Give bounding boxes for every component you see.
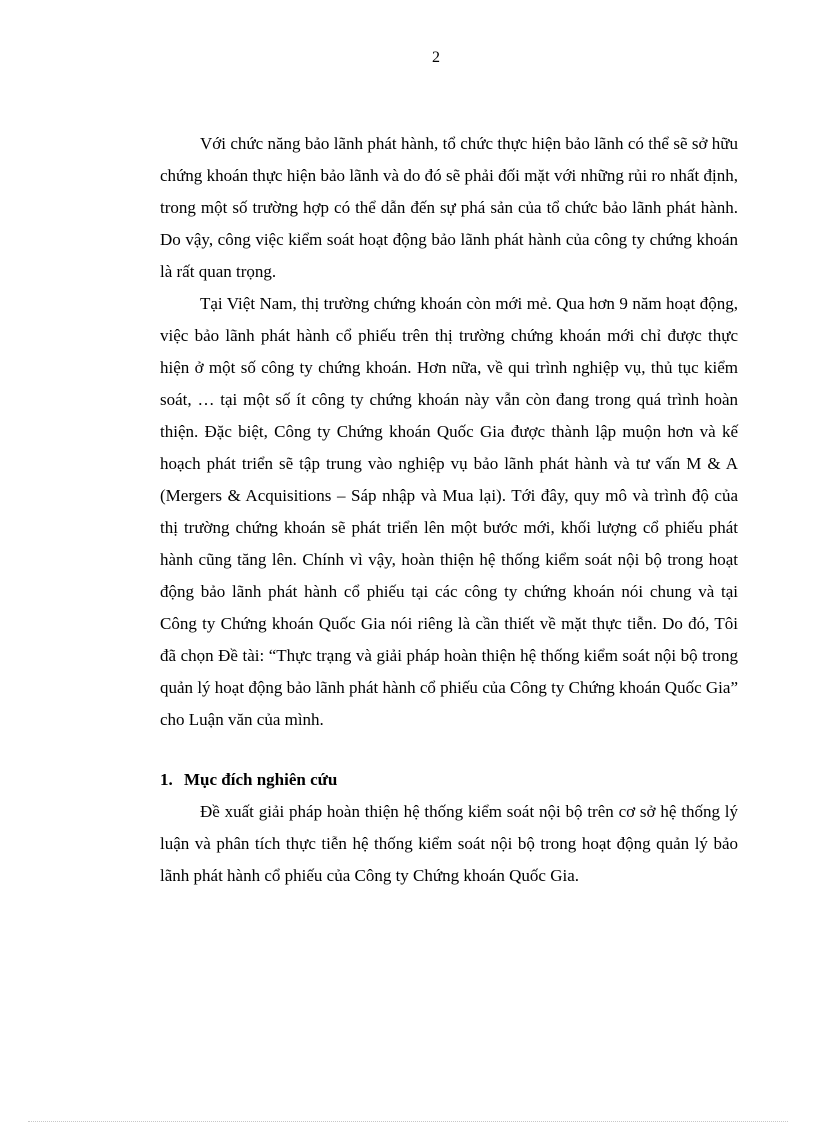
paragraph-vietnam-market: Tại Việt Nam, thị trường chứng khoán còn mới mẻ. Qua hơn 9 năm hoạt động, việc bảo lãnh phát hành cổ phiếu trên thị trường chứng khoán mới chỉ được thực hiện ở một số công ty chứng khoán. Hơn nữa, về qui trình nghiệp vụ, thủ tục kiểm soát, … tại một số ít công ty chứng khoán này vẫn còn đang trong quá trình hoàn thiện. Đặc biệt, Công ty Chứng khoán Quốc Gia được thành lập muộn hơn và kế hoạch phát triển sẽ tập trung vào nghiệp vụ bảo lãnh phát hành và tư vấn M & A (Mergers & Acquisitions – Sáp nhập và Mua lại). Tới đây, quy mô và trình độ của thị trường chứng khoán sẽ phát triển lên một bước mới, khối lượng cổ phiếu phát hành cũng tăng lên. Chính vì vậy, hoàn thiện hệ thống kiểm soát nội bộ trong hoạt động bảo lãnh phát hành cổ phiếu tại các công ty chứng khoán nói chung và tại Công ty Chứng khoán Quốc Gia nói riêng là cần thiết về mặt thực tiễn. Do đó, Tôi đã chọn Đề tài: “Thực trạng và giải pháp hoàn thiện hệ thống kiểm soát nội bộ trong quản lý hoạt động bảo lãnh phát hành cổ phiếu của Công ty Chứng khoán Quốc Gia” cho Luận văn của mình. — [160, 294, 738, 729]
section-title: Mục đích nghiên cứu — [184, 770, 338, 789]
page-bottom-rule — [28, 1121, 788, 1122]
paragraph-underwriting-risk: Với chức năng bảo lãnh phát hành, tổ chức thực hiện bảo lãnh có thể sẽ sở hữu chứng khoán thực hiện bảo lãnh và do đó sẽ phải đối mặt với những rủi ro nhất định, trong một số trường hợp có thể dẫn đến sự phá sản của tổ chức bảo lãnh phát hành. Do vậy, công việc kiểm soát hoạt động bảo lãnh phát hành của công ty chứng khoán là rất quan trọng. — [160, 134, 738, 281]
document-body — [160, 128, 738, 892]
section-number: 1. — [160, 770, 173, 789]
page-number: 2 — [432, 49, 440, 66]
section-heading — [160, 764, 738, 796]
paragraph-research-purpose: Đề xuất giải pháp hoàn thiện hệ thống kiểm soát nội bộ trên cơ sở hệ thống lý luận và phân tích thực tiễn hệ thống kiểm soát nội bộ trong hoạt động quản lý bảo lãnh phát hành cổ phiếu của Công ty Chứng khoán Quốc Gia. — [160, 802, 738, 885]
